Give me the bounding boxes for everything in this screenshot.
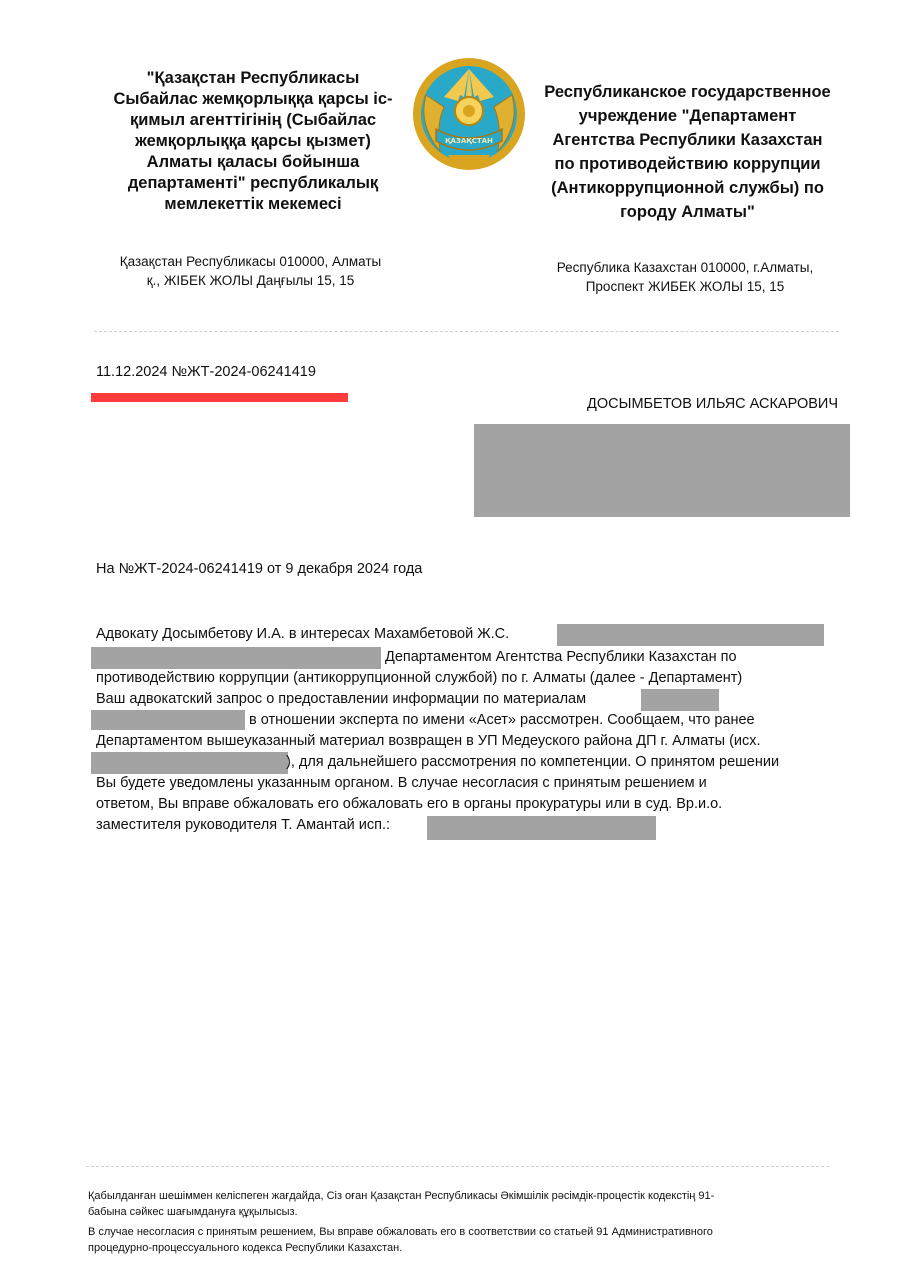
body-line: ), для дальнейшего рассмотрения по компетенции. О принятом решении bbox=[286, 754, 780, 770]
highlight-underline bbox=[91, 393, 348, 402]
org-name-kz-line: Сыбайлас жемқорлыққа қарсы іс- bbox=[113, 90, 393, 108]
body-line: заместителя руководителя Т. Амантай исп.: bbox=[96, 817, 391, 833]
body-line: Ваш адвокатский запрос о предоставлении информации по материалам bbox=[96, 691, 587, 707]
state-emblem bbox=[410, 55, 528, 173]
footer-note-ru bbox=[88, 1224, 818, 1256]
footer-divider bbox=[86, 1166, 829, 1167]
body-line: в отношении эксперта по имени «Асет» рассмотрен. Сообщаем, что ранее bbox=[249, 712, 755, 728]
body-line: Департаментом Агентства Республики Казахстан по bbox=[385, 649, 737, 665]
redacted-block bbox=[91, 752, 288, 774]
body-line: Адвокату Досымбетову И.А. в интересах Махамбетовой Ж.С. bbox=[96, 626, 510, 642]
reference-line: На №ЖТ-2024-06241419 от 9 декабря 2024 года bbox=[96, 561, 423, 577]
body-line: Вы будете уведомлены указанным органом. В случае несогласия с принятым решением и bbox=[96, 775, 707, 791]
org-name-ru-line: городу Алматы" bbox=[620, 203, 755, 221]
address-kz-line: Қазақстан Республикасы 010000, Алматы bbox=[119, 254, 382, 269]
body-line: противодействию коррупции (антикоррупционной службой) по г. Алматы (далее - Департамент) bbox=[96, 670, 743, 686]
footer-ru-line: В случае несогласия с принятым решением, Вы вправе обжаловать его в соответствии со статьей 91 Административного bbox=[88, 1226, 713, 1238]
address-ru bbox=[530, 258, 840, 296]
body-line: Департаментом вышеуказанный материал возвращен в УП Медеуского района ДП г. Алматы (исх. bbox=[96, 733, 761, 749]
header-divider bbox=[94, 331, 839, 332]
org-name-kz-line: жемқорлыққа қарсы қызмет) bbox=[135, 132, 371, 150]
redacted-block bbox=[427, 816, 656, 840]
org-name-ru bbox=[530, 80, 845, 224]
address-kz-line: қ., ЖІБЕК ЖОЛЫ Даңғылы 15, 15 bbox=[146, 273, 355, 288]
footer-kz-line: бабына сәйкес шағымдануға құқылысыз. bbox=[88, 1206, 298, 1218]
org-name-ru-line: Агентства Республики Казахстан bbox=[552, 131, 823, 149]
footer-kz-line: Қабылданған шешіммен келіспеген жағдайда, Сіз оған Қазақстан Республикасы Әкімшілік рәсімдік-процестік кодекстің 91- bbox=[88, 1190, 715, 1202]
org-name-ru-line: по противодействию коррупции bbox=[554, 155, 821, 173]
address-kz bbox=[98, 252, 403, 290]
org-name-kz-line: Алматы қаласы бойынша bbox=[146, 153, 360, 171]
address-ru-line: Республика Казахстан 010000, г.Алматы, bbox=[556, 260, 814, 275]
org-name-kz-line: қимыл агенттігінің (Сыбайлас bbox=[129, 111, 377, 129]
org-name-kz bbox=[98, 68, 408, 215]
redacted-block bbox=[91, 647, 381, 669]
emblem-text: ҚАЗАҚСТАН bbox=[445, 137, 493, 145]
body-line: ответом, Вы вправе обжаловать его обжаловать его в органы прокуратуры или в суд. Вр.и.о. bbox=[96, 796, 723, 812]
org-name-kz-line: мемлекеттік мекемесі bbox=[164, 195, 342, 213]
recipient-name: ДОСЫМБЕТОВ ИЛЬЯС АСКАРОВИЧ bbox=[587, 396, 838, 412]
org-name-ru-line: Республиканское государственное bbox=[544, 83, 831, 101]
emblem-icon bbox=[410, 55, 528, 173]
footer-note-kz bbox=[88, 1188, 818, 1220]
registration-number: 11.12.2024 №ЖТ-2024-06241419 bbox=[96, 364, 316, 380]
redacted-block bbox=[91, 710, 245, 730]
org-name-ru-line: (Антикоррупционной службы) по bbox=[551, 179, 824, 197]
org-name-ru-line: учреждение "Департамент bbox=[578, 107, 797, 125]
redacted-block bbox=[557, 624, 824, 646]
org-name-kz-line: департаменті" республикалық bbox=[127, 174, 379, 192]
redacted-recipient-address bbox=[474, 424, 850, 517]
address-ru-line: Проспект ЖИБЕК ЖОЛЫ 15, 15 bbox=[585, 279, 785, 294]
redacted-block bbox=[641, 689, 719, 711]
footer-ru-line: процедурно-процессуального кодекса Республики Казахстан. bbox=[88, 1242, 403, 1254]
org-name-kz-line: "Қазақстан Республикасы bbox=[146, 69, 360, 87]
